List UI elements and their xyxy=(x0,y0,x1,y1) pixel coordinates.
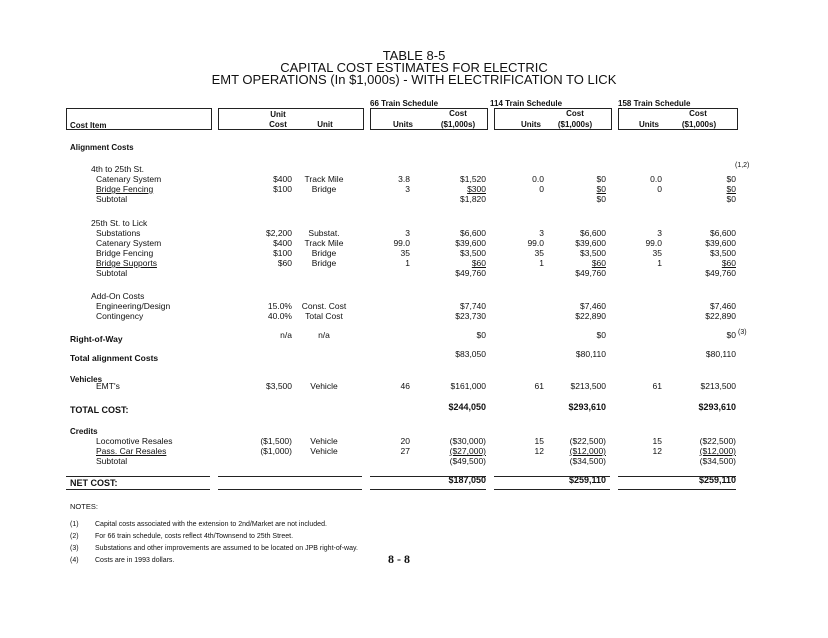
net-cost-rule-9 xyxy=(618,489,736,490)
cell-sub3-c158: ($34,500) xyxy=(699,456,736,466)
cell-sub1-c158: $0 xyxy=(726,194,736,204)
cell-emt-u114: 61 xyxy=(534,381,544,391)
cell-bf2-c114: $3,500 xyxy=(580,248,606,258)
schedule-66-header: 66 Train Schedule xyxy=(370,99,439,108)
cell-bf2-uc: $100 xyxy=(273,248,292,258)
cost-header-66: Cost xyxy=(449,109,467,118)
net-cost-rule-7 xyxy=(494,489,610,490)
cell-bs-unit: Bridge xyxy=(311,258,337,268)
cell-bs-u158: 1 xyxy=(657,258,662,268)
cell-bf2-c158: $3,500 xyxy=(710,248,736,258)
cell-row-c158: $0 xyxy=(726,330,736,340)
cell-subst-u66: 3 xyxy=(405,228,410,238)
cell-bf2-u158: 35 xyxy=(652,248,662,258)
notes-heading: NOTES: xyxy=(70,502,98,511)
cell-loco-c158: ($22,500) xyxy=(699,436,736,446)
cell-loco-c114: ($22,500) xyxy=(569,436,606,446)
cell-tac-c158: $80,110 xyxy=(705,349,736,359)
cell-cat2-u158: 99.0 xyxy=(645,238,662,248)
footnote-ref-1-2: (1,2) xyxy=(735,162,750,169)
cell-loco-uc: ($1,500) xyxy=(260,436,292,446)
cell-cat2-u66: 99.0 xyxy=(393,238,410,248)
section-25th-to-lick: 25th St. to Lick xyxy=(91,218,148,228)
cell-bf1-c158: $0 xyxy=(726,184,736,194)
section-add-on-costs: Add-On Costs xyxy=(91,291,145,301)
cell-emt-c66: $161,000 xyxy=(450,381,486,391)
cell-bf2-c66: $3,500 xyxy=(460,248,486,258)
net-cost-rule-2 xyxy=(218,476,362,477)
cell-sub2-c114: $49,760 xyxy=(575,268,606,278)
cell-sub2-c66: $49,760 xyxy=(455,268,486,278)
cell-tc-c66: $244,050 xyxy=(448,402,486,412)
cell-cat1-u66: 3.8 xyxy=(398,174,410,184)
cell-cont-label: Contingency xyxy=(96,311,144,321)
cell-cat1-uc: $400 xyxy=(273,174,292,184)
cell-sub3-label: Subtotal xyxy=(96,456,128,466)
cell-bf1-u158: 0 xyxy=(657,184,662,194)
note-3-num: (3) xyxy=(70,545,79,552)
cell-emt-label: EMT's xyxy=(96,381,120,391)
cell-pass-label: Pass. Car Resales xyxy=(96,446,167,456)
cell-bf1-unit: Bridge xyxy=(311,184,337,194)
vehicles-label: Vehicles xyxy=(70,375,103,384)
cell-emt-u66: 46 xyxy=(400,381,410,391)
net-cost-label: NET COST: xyxy=(70,478,118,488)
cell-eng-label: Engineering/Design xyxy=(96,301,171,311)
net-cost-rule-6 xyxy=(494,476,610,477)
cell-tc-c114: $293,610 xyxy=(568,402,606,412)
cell-cat2-u114: 99.0 xyxy=(527,238,544,248)
cell-cont-c66: $23,730 xyxy=(455,311,486,321)
net-cost-bottom-rule xyxy=(66,489,210,490)
cell-pass-c158: ($12,000) xyxy=(699,446,736,456)
cell-subst-c158: $6,600 xyxy=(710,228,736,238)
cell-emt-c114: $213,500 xyxy=(570,381,606,391)
cell-eng-c114: $7,460 xyxy=(580,301,606,311)
cell-cat1-c66: $1,520 xyxy=(460,174,486,184)
cell-cat1-c114: $0 xyxy=(596,174,606,184)
cell-loco-label: Locomotive Resales xyxy=(96,436,173,446)
schedule-114-header: 114 Train Schedule xyxy=(490,99,563,108)
cell-emt-u158: 61 xyxy=(652,381,662,391)
cell-cat2-c66: $39,600 xyxy=(455,238,486,248)
cost-unit-header-114: ($1,000s) xyxy=(557,120,593,129)
cell-cat1-u158: 0.0 xyxy=(650,174,662,184)
cell-bs-c66: $60 xyxy=(471,258,486,268)
cell-cat1-label: Catenary System xyxy=(96,174,162,184)
units-header-158: Units xyxy=(639,120,659,129)
cell-emt-unit: Vehicle xyxy=(310,381,338,391)
cell-subst-u114: 3 xyxy=(539,228,544,238)
note-4-num: (4) xyxy=(70,557,79,564)
cell-sub2-label: Subtotal xyxy=(96,268,128,278)
right-of-way-label: Right-of-Way xyxy=(70,334,123,344)
units-header-114: Units xyxy=(521,120,541,129)
cell-pass-c66: ($27,000) xyxy=(449,446,486,456)
cell-pass-uc: ($1,000) xyxy=(260,446,292,456)
net-cost-rule-8 xyxy=(618,476,736,477)
cell-pass-u158: 12 xyxy=(652,446,662,456)
note-4-text: Costs are in 1993 dollars. xyxy=(95,557,175,564)
cell-bf1-u114: 0 xyxy=(539,184,544,194)
cell-emt-c158: $213,500 xyxy=(700,381,736,391)
cell-pass-c114: ($12,000) xyxy=(569,446,606,456)
cell-subst-c66: $6,600 xyxy=(460,228,486,238)
unit-cost-header-top: Unit xyxy=(270,110,286,119)
cell-sub1-c66: $1,820 xyxy=(460,194,486,204)
cell-row-c114: $0 xyxy=(596,330,606,340)
cell-sub3-c114: ($34,500) xyxy=(569,456,606,466)
net-cost-rule-4 xyxy=(370,476,486,477)
cell-sub1-label: Subtotal xyxy=(96,194,128,204)
footnote-ref-3: (3) xyxy=(738,329,747,336)
cell-sub2-c158: $49,760 xyxy=(705,268,736,278)
cost-unit-header-158: ($1,000s) xyxy=(681,120,717,129)
cell-emt-uc: $3,500 xyxy=(266,381,292,391)
cell-bf1-u66: 3 xyxy=(405,184,410,194)
section-4th-to-25th: 4th to 25th St. xyxy=(91,164,144,174)
cell-cat2-unit: Track Mile xyxy=(304,238,344,248)
cell-cont-unit: Total Cost xyxy=(305,311,343,321)
cell-subst-c114: $6,600 xyxy=(580,228,606,238)
cell-loco-u114: 15 xyxy=(534,436,544,446)
cell-cont-uc: 40.0% xyxy=(267,311,292,321)
cell-bf2-unit: Bridge xyxy=(311,248,337,258)
cell-loco-unit: Vehicle xyxy=(310,436,338,446)
cost-header-158: Cost xyxy=(689,109,707,118)
cell-net-c114: $259,110 xyxy=(568,475,606,485)
net-cost-rule-5 xyxy=(370,489,486,490)
cell-sub1-c114: $0 xyxy=(596,194,606,204)
note-1-num: (1) xyxy=(70,521,79,528)
unit-cost-header: Cost xyxy=(269,120,287,129)
cell-bf2-u114: 35 xyxy=(534,248,544,258)
cell-net-c66: $187,050 xyxy=(448,475,486,485)
cell-subst-u158: 3 xyxy=(657,228,662,238)
cell-pass-unit: Vehicle xyxy=(310,446,338,456)
cell-bs-c158: $60 xyxy=(721,258,736,268)
cell-bs-uc: $60 xyxy=(277,258,292,268)
cell-bf1-label: Bridge Fencing xyxy=(96,184,154,194)
cell-subst-label: Substations xyxy=(96,228,141,238)
cell-eng-uc: 15.0% xyxy=(267,301,292,311)
cell-eng-c158: $7,460 xyxy=(710,301,736,311)
cell-eng-unit: Const. Cost xyxy=(301,301,347,311)
unit-header: Unit xyxy=(317,120,333,129)
table-number: TABLE 8-5 xyxy=(382,48,446,63)
cell-subst-unit: Substat. xyxy=(308,228,340,238)
cell-bs-u66: 1 xyxy=(405,258,410,268)
cell-loco-u66: 20 xyxy=(400,436,410,446)
cell-bf1-uc: $100 xyxy=(273,184,292,194)
note-1-text: Capital costs associated with the extension to 2nd/Market are not included. xyxy=(95,521,327,528)
net-cost-rule-3 xyxy=(218,489,362,490)
cell-bf1-c66: $300 xyxy=(467,184,486,194)
units-header-66: Units xyxy=(393,120,413,129)
schedule-158-header: 158 Train Schedule xyxy=(618,99,691,108)
credits-label: Credits xyxy=(70,427,98,436)
cell-cat1-u114: 0.0 xyxy=(532,174,544,184)
total-cost-label: TOTAL COST: xyxy=(70,405,129,415)
cell-net-c158: $259,110 xyxy=(698,475,736,485)
cell-subst-uc: $2,200 xyxy=(266,228,292,238)
cell-bf2-label: Bridge Fencing xyxy=(96,248,154,258)
cell-bs-u114: 1 xyxy=(539,258,544,268)
cell-cat2-uc: $400 xyxy=(273,238,292,248)
cell-cat2-c158: $39,600 xyxy=(705,238,736,248)
note-2-text: For 66 train schedule, costs reflect 4th/Townsend to 25th Street. xyxy=(95,533,294,540)
cell-cat2-label: Catenary System xyxy=(96,238,162,248)
net-cost-top-rule xyxy=(66,476,210,477)
cell-cont-c114: $22,890 xyxy=(575,311,606,321)
cell-loco-c66: ($30,000) xyxy=(449,436,486,446)
cell-cont-c158: $22,890 xyxy=(705,311,736,321)
page-number: 8 - 8 xyxy=(388,552,410,566)
cell-cat2-c114: $39,600 xyxy=(575,238,606,248)
cell-row-c66: $0 xyxy=(476,330,486,340)
alignment-costs-label: Alignment Costs xyxy=(70,143,134,152)
cell-row-unit: n/a xyxy=(318,330,330,340)
cell-pass-u66: 27 xyxy=(400,446,410,456)
cell-bf1-c114: $0 xyxy=(596,184,606,194)
cell-bf2-u66: 35 xyxy=(400,248,410,258)
cell-cat1-c158: $0 xyxy=(726,174,736,184)
cell-loco-u158: 15 xyxy=(652,436,662,446)
cell-bs-c114: $60 xyxy=(591,258,606,268)
table-title: CAPITAL COST ESTIMATES FOR ELECTRIC xyxy=(280,60,548,75)
cell-cat1-unit: Track Mile xyxy=(304,174,344,184)
note-2-num: (2) xyxy=(70,533,79,540)
cell-tc-c158: $293,610 xyxy=(698,402,736,412)
cell-bs-label: Bridge Supports xyxy=(96,258,157,268)
cost-unit-header-66: ($1,000s) xyxy=(440,120,476,129)
cost-header-114: Cost xyxy=(566,109,584,118)
cost-item-header: Cost Item xyxy=(70,121,107,130)
table-subtitle: EMT OPERATIONS (In $1,000s) - WITH ELECTRIFICATION TO LICK xyxy=(211,72,617,87)
total-alignment-costs-label: Total alignment Costs xyxy=(70,353,159,363)
cell-sub3-c66: ($49,500) xyxy=(449,456,486,466)
cell-pass-u114: 12 xyxy=(534,446,544,456)
note-3-text: Substations and other improvements are assumed to be located on JPB right-of-way. xyxy=(95,545,358,552)
cell-eng-c66: $7,740 xyxy=(460,301,486,311)
cell-tac-c66: $83,050 xyxy=(455,349,486,359)
cell-tac-c114: $80,110 xyxy=(575,349,606,359)
cell-row-uc: n/a xyxy=(280,330,292,340)
